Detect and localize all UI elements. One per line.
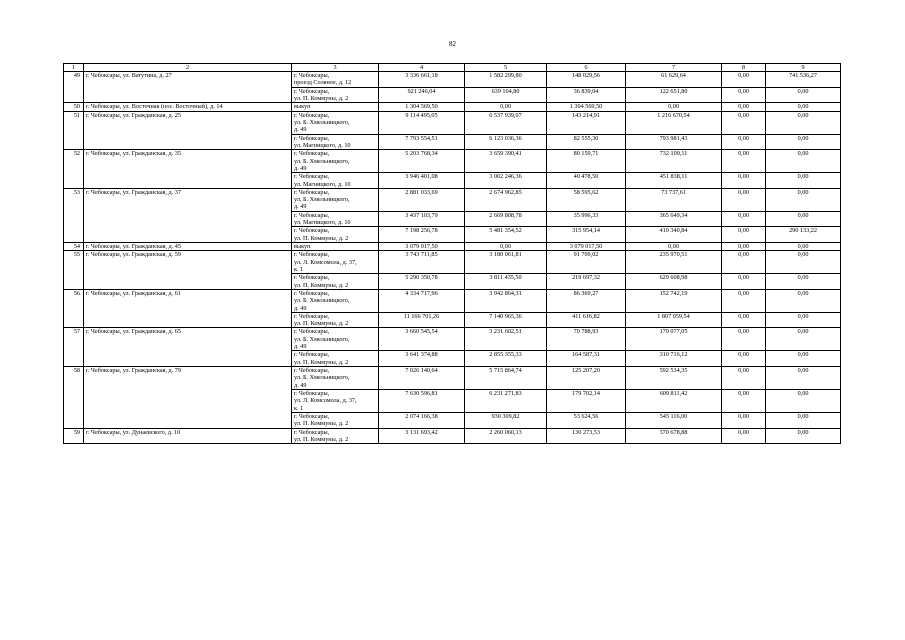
amount-c9: 741 536,27: [766, 72, 841, 88]
column-number: 4: [379, 64, 465, 72]
amount-c9: 0,00: [766, 188, 841, 211]
amount-c7: 235 970,51: [626, 251, 722, 274]
table-row: [64, 328, 841, 351]
source-address-line: ул. Б. Хмельницкого,: [294, 196, 350, 204]
source-address-line: ул. Магницкого, д. 10: [294, 141, 351, 149]
table-row: [64, 243, 841, 251]
amount-c6: 70 788,93: [547, 328, 626, 351]
source-address-line: ул. П. Коммуны, д. 2: [294, 281, 349, 289]
source-address-line: г. Чебоксары,: [294, 251, 330, 259]
resettlement-table: [63, 63, 841, 444]
amount-c8: 0,00: [722, 173, 766, 189]
amount-c6: 3 079 017,50: [547, 243, 626, 251]
column-number: 8: [722, 64, 766, 72]
amount-c5: 3 811 435,50: [465, 274, 547, 290]
amount-c8: 0,00: [722, 412, 766, 428]
amount-c4: 2 074 166,38: [379, 412, 465, 428]
source-address-line: ул. Магницкого, д. 10: [294, 219, 351, 227]
amount-c9: 0,00: [766, 173, 841, 189]
column-number: 2: [84, 64, 292, 72]
amount-c5: 3 942 864,31: [465, 289, 547, 312]
amount-c4: 3 743 711,85: [379, 251, 465, 274]
amount-c4: 11 166 701,26: [379, 312, 465, 328]
amount-c4: 7 793 554,51: [379, 134, 465, 150]
source-address-line: г. Чебоксары,: [294, 188, 330, 196]
amount-c8: 0,00: [722, 274, 766, 290]
amount-c4: 3 336 661,18: [379, 72, 465, 88]
amount-c6: 40 478,50: [547, 173, 626, 189]
source-address: [292, 227, 379, 243]
object-address: г. Чебоксары, ул. Гражданская, д. 37: [84, 188, 292, 242]
amount-c9: 0,00: [766, 150, 841, 173]
source-address: [292, 134, 379, 150]
source-address-line: г. Чебоксары,: [294, 150, 330, 158]
amount-c4: 7 630 596,81: [379, 389, 465, 412]
amount-c6: 53 624,56: [547, 412, 626, 428]
amount-c7: 61 629,64: [626, 72, 722, 88]
amount-c8: 0,00: [722, 150, 766, 173]
object-address: г. Чебоксары, ул. Гражданская, д. 79: [84, 367, 292, 429]
object-address: г. Чебоксары, ул. Гражданская, д. 35: [84, 150, 292, 189]
amount-c6: 91 709,02: [547, 251, 626, 274]
source-address: [292, 111, 379, 134]
source-address-line: д. 49: [294, 381, 307, 389]
amount-c8: 0,00: [722, 328, 766, 351]
amount-c9: 0,00: [766, 111, 841, 134]
amount-c9: 0,00: [766, 274, 841, 290]
row-number: 53: [64, 188, 84, 242]
table-row: [64, 188, 841, 211]
source-address-line: ул. Л. Комсомола, д. 37,: [294, 258, 357, 266]
source-address-line: д. 49: [294, 203, 307, 211]
object-address: г. Чебоксары, ул. Гражданская, д. 61: [84, 289, 292, 328]
amount-c8: 0,00: [722, 389, 766, 412]
amount-c5: 0,00: [465, 103, 547, 111]
column-number: 7: [626, 64, 722, 72]
source-address: [292, 412, 379, 428]
source-address-line: г. Чебоксары,: [294, 87, 330, 95]
amount-c9: 0,00: [766, 312, 841, 328]
row-number: 49: [64, 72, 84, 103]
amount-c7: 0,00: [626, 243, 722, 251]
amount-c7: 0,00: [626, 103, 722, 111]
amount-c7: 152 742,19: [626, 289, 722, 312]
amount-c7: 365 649,34: [626, 211, 722, 227]
source-address-line: проезд Соляное, д. 12: [294, 79, 352, 87]
amount-c8: 0,00: [722, 428, 766, 444]
amount-c5: 2 260 060,13: [465, 428, 547, 444]
table-row: [64, 111, 841, 134]
amount-c9: 0,00: [766, 134, 841, 150]
source-address-line: д. 49: [294, 126, 307, 134]
table-row: [64, 289, 841, 312]
amount-c9: 0,00: [766, 428, 841, 444]
source-address: [292, 150, 379, 173]
row-number: 51: [64, 111, 84, 150]
amount-c9: 0,00: [766, 328, 841, 351]
source-address: [292, 251, 379, 274]
source-address-line: д. 49: [294, 343, 307, 351]
amount-c6: 35 996,33: [547, 211, 626, 227]
amount-c7: 1 807 059,54: [626, 312, 722, 328]
source-address-line: г. Чебоксары,: [294, 72, 330, 80]
amount-c7: 609 811,42: [626, 389, 722, 412]
row-number: 55: [64, 251, 84, 290]
amount-c6: 58 595,62: [547, 188, 626, 211]
table-row: [64, 367, 841, 390]
amount-c9: 0,00: [766, 412, 841, 428]
row-number: 58: [64, 367, 84, 429]
amount-c7: 451 838,11: [626, 173, 722, 189]
table-row: [64, 251, 841, 274]
table-row: [64, 150, 841, 173]
source-address-line: ул. Б. Хмельницкого,: [294, 374, 350, 382]
source-address-line: ул. Б. Хмельницкого,: [294, 335, 350, 343]
amount-c5: 3 180 061,81: [465, 251, 547, 274]
source-address-line: ул. П. Коммуны, д. 2: [294, 358, 349, 366]
amount-c7: 122 651,80: [626, 87, 722, 103]
amount-c6: 148 029,56: [547, 72, 626, 88]
amount-c4: 921 246,04: [379, 87, 465, 103]
source-address: [292, 351, 379, 367]
amount-c8: 0,00: [722, 243, 766, 251]
row-number: 59: [64, 428, 84, 444]
source-address: [292, 87, 379, 103]
amount-c7: 370 678,88: [626, 428, 722, 444]
source-address-line: ул. Б. Хмельницкого,: [294, 157, 350, 165]
object-address: г. Чебоксары, ул. Гражданская, д. 25: [84, 111, 292, 150]
source-address-line: г. Чебоксары,: [294, 289, 330, 297]
table-row: [64, 103, 841, 111]
column-number: 6: [547, 64, 626, 72]
source-address-line: ул. Б. Хмельницкого,: [294, 297, 350, 305]
page-number: 82: [449, 40, 456, 48]
amount-c5: 7 140 965,36: [465, 312, 547, 328]
amount-c4: 3 131 693,42: [379, 428, 465, 444]
amount-c4: 1 304 569,50: [379, 103, 465, 111]
source-address-line: выкуп: [294, 243, 311, 250]
amount-c6: 143 214,91: [547, 111, 626, 134]
amount-c4: 4 334 717,96: [379, 289, 465, 312]
amount-c5: 6 231 271,83: [465, 389, 547, 412]
source-address-line: г. Чебоксары,: [294, 111, 330, 119]
amount-c4: 3 437 103,79: [379, 211, 465, 227]
source-address: [292, 103, 379, 111]
source-address-line: г. Чебоксары,: [294, 173, 330, 181]
amount-c4: 5 290 350,78: [379, 274, 465, 290]
source-address: [292, 328, 379, 351]
source-address-line: г. Чебоксары,: [294, 389, 330, 397]
column-number: 5: [465, 64, 547, 72]
source-address: [292, 188, 379, 211]
amount-c5: 0,00: [465, 243, 547, 251]
amount-c7: 629 608,98: [626, 274, 722, 290]
amount-c9: 0,00: [766, 251, 841, 274]
amount-c5: 3 002 246,36: [465, 173, 547, 189]
source-address-line: г. Чебоксары,: [294, 351, 330, 359]
source-address-line: г. Чебоксары,: [294, 367, 330, 374]
table-body: [64, 72, 841, 444]
amount-c5: 6 123 036,36: [465, 134, 547, 150]
amount-c9: 0,00: [766, 103, 841, 111]
object-address: г. Чебоксары, ул. Восточная (пос. Восточный), д. 14: [84, 103, 292, 111]
amount-c8: 0,00: [722, 72, 766, 88]
object-address: г. Чебоксары, ул. Гражданская, д. 65: [84, 328, 292, 367]
amount-c9: 0,00: [766, 367, 841, 390]
source-address-line: г. Чебоксары,: [294, 328, 330, 336]
amount-c6: 219 697,32: [547, 274, 626, 290]
amount-c8: 0,00: [722, 351, 766, 367]
amount-c7: 1 216 670,54: [626, 111, 722, 134]
source-address-line: ул. Л. Комсомола, д. 37,: [294, 397, 357, 405]
amount-c5: 5 715 864,74: [465, 367, 547, 390]
source-address: [292, 367, 379, 390]
amount-c5: 930 309,82: [465, 412, 547, 428]
source-address-line: выкуп: [294, 103, 311, 111]
source-address-line: ул. Б. Хмельницкого,: [294, 119, 350, 126]
amount-c9: 0,00: [766, 243, 841, 251]
column-number: 3: [292, 64, 379, 72]
source-address-line: ул. П. Коммуны, д. 2: [294, 95, 349, 103]
amount-c8: 0,00: [722, 367, 766, 390]
amount-c6: 36 839,04: [547, 87, 626, 103]
row-number: 57: [64, 328, 84, 367]
amount-c8: 0,00: [722, 188, 766, 211]
source-address: [292, 243, 379, 251]
amount-c4: 9 114 495,05: [379, 111, 465, 134]
amount-c8: 0,00: [722, 87, 766, 103]
source-address: [292, 389, 379, 412]
amount-c5: 2 855 355,33: [465, 351, 547, 367]
amount-c8: 0,00: [722, 111, 766, 134]
amount-c4: 3 641 374,88: [379, 351, 465, 367]
source-address: [292, 289, 379, 312]
source-address: [292, 72, 379, 88]
source-address-line: ул. П. Коммуны, д. 2: [294, 234, 349, 242]
amount-c8: 0,00: [722, 134, 766, 150]
source-address: [292, 173, 379, 189]
column-numbers-row: [64, 64, 841, 72]
source-address: [292, 274, 379, 290]
amount-c7: 545 116,00: [626, 412, 722, 428]
source-address: [292, 211, 379, 227]
amount-c9: 0,00: [766, 389, 841, 412]
row-number: 52: [64, 150, 84, 189]
source-address-line: г. Чебоксары,: [294, 227, 330, 235]
amount-c6: 411 616,82: [547, 312, 626, 328]
amount-c9: 0,00: [766, 211, 841, 227]
amount-c7: 310 716,12: [626, 351, 722, 367]
amount-c6: 80 159,71: [547, 150, 626, 173]
source-address-line: ул. Магницкого, д. 10: [294, 180, 351, 188]
amount-c5: 2 674 962,85: [465, 188, 547, 211]
source-address-line: г. Чебоксары,: [294, 412, 330, 420]
row-number: 56: [64, 289, 84, 328]
row-number: 54: [64, 243, 84, 251]
source-address-line: ул. П. Коммуны, д. 2: [294, 320, 349, 328]
amount-c6: 179 702,14: [547, 389, 626, 412]
source-address-line: д. 49: [294, 304, 307, 312]
amount-c8: 0,00: [722, 289, 766, 312]
amount-c4: 3 946 401,08: [379, 173, 465, 189]
amount-c4: 7 198 256,78: [379, 227, 465, 243]
amount-c4: 3 660 545,54: [379, 328, 465, 351]
amount-c7: 732 109,11: [626, 150, 722, 173]
row-number: 50: [64, 103, 84, 111]
amount-c8: 0,00: [722, 312, 766, 328]
source-address-line: г. Чебоксары,: [294, 134, 330, 142]
amount-c5: 3 659 390,41: [465, 150, 547, 173]
source-address-line: д. 49: [294, 164, 307, 172]
amount-c9: 0,00: [766, 351, 841, 367]
amount-c4: 7 026 140,64: [379, 367, 465, 390]
amount-c4: 3 079 017,50: [379, 243, 465, 251]
column-number: 1: [64, 64, 84, 72]
amount-c5: 6 537 939,07: [465, 111, 547, 134]
amount-c7: 592 534,35: [626, 367, 722, 390]
source-address-line: г. Чебоксары,: [294, 211, 330, 219]
source-address-line: к. 1: [294, 404, 304, 412]
amount-c5: 2 669 808,78: [465, 211, 547, 227]
amount-c6: 125 207,20: [547, 367, 626, 390]
amount-c6: 82 555,30: [547, 134, 626, 150]
object-address: г. Чебоксары, ул. Гражданская, д. 45: [84, 243, 292, 251]
source-address-line: г. Чебоксары,: [294, 274, 330, 282]
amount-c6: 86 369,27: [547, 289, 626, 312]
amount-c6: 130 273,53: [547, 428, 626, 444]
amount-c8: 0,00: [722, 251, 766, 274]
amount-c7: 793 981,43: [626, 134, 722, 150]
amount-c8: 0,00: [722, 227, 766, 243]
source-address-line: к. 1: [294, 265, 304, 273]
amount-c4: 2 881 033,69: [379, 188, 465, 211]
table-row: [64, 428, 841, 444]
source-address-line: ул. П. Коммуны, д. 2: [294, 420, 349, 428]
source-address-line: г. Чебоксары,: [294, 312, 330, 320]
object-address: г. Чебоксары, ул. Ватутина, д. 27: [84, 72, 292, 103]
amount-c8: 0,00: [722, 211, 766, 227]
amount-c9: 0,00: [766, 87, 841, 103]
amount-c7: 73 737,61: [626, 188, 722, 211]
amount-c5: 5 481 354,52: [465, 227, 547, 243]
amount-c6: 315 954,14: [547, 227, 626, 243]
amount-c6: 164 587,31: [547, 351, 626, 367]
object-address: г. Чебоксары, ул. Дунаевского, д. 10: [84, 428, 292, 444]
amount-c5: 639 104,80: [465, 87, 547, 103]
amount-c5: 3 231 602,51: [465, 328, 547, 351]
amount-c6: 1 304 569,50: [547, 103, 626, 111]
source-address-line: ул. П. Коммуны, д. 2: [294, 435, 349, 443]
object-address: г. Чебоксары, ул. Гражданская, д. 59: [84, 251, 292, 290]
source-address-line: г. Чебоксары,: [294, 428, 330, 436]
amount-c7: 179 077,05: [626, 328, 722, 351]
column-number: 9: [766, 64, 841, 72]
source-address: [292, 428, 379, 444]
amount-c9: 0,00: [766, 289, 841, 312]
source-address: [292, 312, 379, 328]
amount-c7: 410 340,84: [626, 227, 722, 243]
amount-c5: 1 582 299,80: [465, 72, 547, 88]
amount-c8: 0,00: [722, 103, 766, 111]
amount-c9: 290 133,22: [766, 227, 841, 243]
table-row: [64, 72, 841, 88]
amount-c4: 5 203 768,34: [379, 150, 465, 173]
